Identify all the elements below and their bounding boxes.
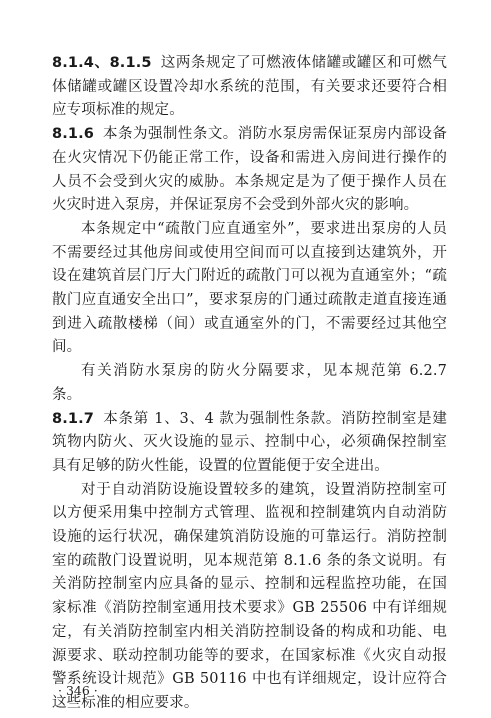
document-page <box>52 52 447 716</box>
paragraph-fire-separation <box>52 360 447 407</box>
clause-8-1-7 <box>52 408 447 479</box>
page-number: · 346 · <box>58 683 98 698</box>
clause-number: 8.1.6 <box>52 126 95 143</box>
clause-text: 本条为强制性条文。消防水泵房需保证泵房内部设备在火灾情况下仍能正常工作，设备和需进入房间进行操作的人员不会受到火灾的威胁。本条规定是为了便于操作人员在火灾时进入泵房，并保证泵房不会受到外部火灾的影响。 <box>52 126 447 214</box>
clause-number: 8.1.7 <box>52 410 95 427</box>
paragraph-control-room <box>52 479 447 716</box>
paragraph-evacuation-door <box>52 218 447 360</box>
clause-text: 这两条规定了可燃液体储罐或罐区和可燃气体储罐或罐区设置冷却水系统的范围，有关要求还要符合相应专项标准的规定。 <box>52 55 447 119</box>
paragraph-text: 对于自动消防设施设置较多的建筑，设置消防控制室可以方便采用集中控制方式管理、监视和控制建筑内自动消防设施的运行状况，确保建筑消防设施的可靠运行。消防控制室的疏散门设置说明，见本规范第 8.1.6 条的条文说明。有关消防控制室内应具备的显示、控制和远程监控功能，在国家标准《消防控制室通用技术要求》GB 25506 中有详细规定，有关消防控制室内相关消防控制设备的构成和功能、电源要求、联动控制功能等的要求，在国家标准《火灾自动报警系统设计规范》GB 50116 中也有详细规定，设计应符合这些标准的相应要求。 <box>52 481 447 711</box>
clause-8-1-4-8-1-5 <box>52 52 447 123</box>
paragraph-text: 本条规定中“疏散门应直通室外”，要求进出泵房的人员不需要经过其他房间或使用空间而可以直接到达建筑外，开设在建筑首层门厅大门附近的疏散门可以视为直通室外；“疏散门应直通安全出口”，要求泵房的门通过疏散走道直接连通到进入疏散楼梯（间）或直通室外的门，不需要经过其他空间。 <box>52 220 447 356</box>
paragraph-text: 有关消防水泵房的防火分隔要求，见本规范第 6.2.7 条。 <box>52 363 447 403</box>
clause-text: 本条第 1、3、4 款为强制性条款。消防控制室是建筑物内防火、灭火设施的显示、控制中心，必须确保控制室具有足够的防火性能，设置的位置能便于安全进出。 <box>52 410 447 474</box>
clause-8-1-6 <box>52 123 447 218</box>
clause-number: 8.1.4、8.1.5 <box>52 55 152 71</box>
